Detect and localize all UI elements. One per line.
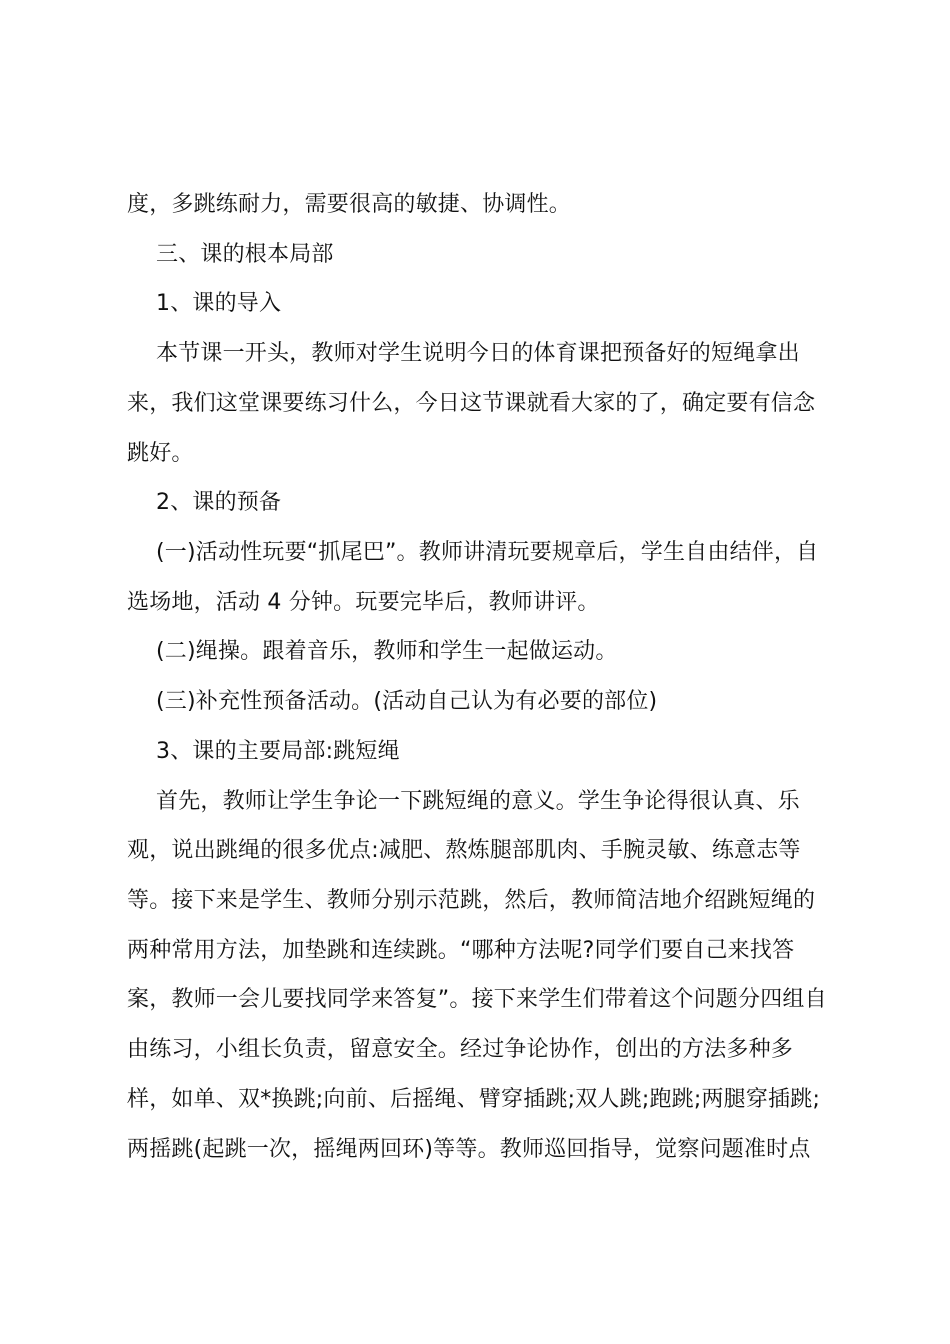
text-line: 本节课一开头，教师对学生说明今日的体育课把预备好的短绳拿出 (156, 341, 800, 366)
text-line: 样，如单、双*换跳;向前、后摇绳、臂穿插跳;双人跳;跑跳;两腿穿插跳; (127, 1087, 821, 1112)
text-line: 由练习，小组长负责，留意安全。经过争论协作，创出的方法多种多 (127, 1037, 794, 1062)
text-line: 度，多跳练耐力，需要很高的敏捷、协调性。 (127, 192, 572, 217)
text-line: 选场地，活动 4 分钟。玩要完毕后，教师讲评。 (127, 590, 600, 615)
text-line: (一)活动性玩要“抓尾巴”。教师讲清玩要规章后，学生自由结伴，自 (156, 540, 819, 565)
text-line: 观，说出跳绳的很多优点:减肥、熬炼腿部肌肉、手腕灵敏、练意志等 (127, 838, 801, 863)
text-line: 案，教师一会儿要找同学来答复”。接下来学生们带着这个问题分四组自 (127, 987, 827, 1012)
subsection-heading: 2、课的预备 (156, 490, 282, 515)
subsection-heading: 3、课的主要局部:跳短绳 (156, 739, 400, 764)
text-line: 等。接下来是学生、教师分别示范跳，然后，教师简洁地介绍跳短绳的 (127, 888, 816, 913)
text-line: 两摇跳(起跳一次，摇绳两回环)等等。教师巡回指导，觉察问题准时点 (127, 1137, 811, 1162)
text-line: 跳好。 (127, 441, 194, 466)
text-line: 首先，教师让学生争论一下跳短绳的意义。学生争论得很认真、乐 (156, 789, 800, 814)
subsection-heading: 1、课的导入 (156, 291, 282, 316)
text-line: 来，我们这堂课要练习什么，今日这节课就看大家的了，确定要有信念 (127, 391, 816, 416)
text-line: (三)补充性预备活动。(活动自己认为有必要的部位) (156, 689, 658, 714)
text-line: 两种常用方法，加垫跳和连续跳。“哪种方法呢?同学们要自己来找答 (127, 938, 795, 963)
text-line: (二)绳操。跟着音乐，教师和学生一起做运动。 (156, 639, 618, 664)
section-heading: 三、课的根本局部 (156, 242, 334, 267)
